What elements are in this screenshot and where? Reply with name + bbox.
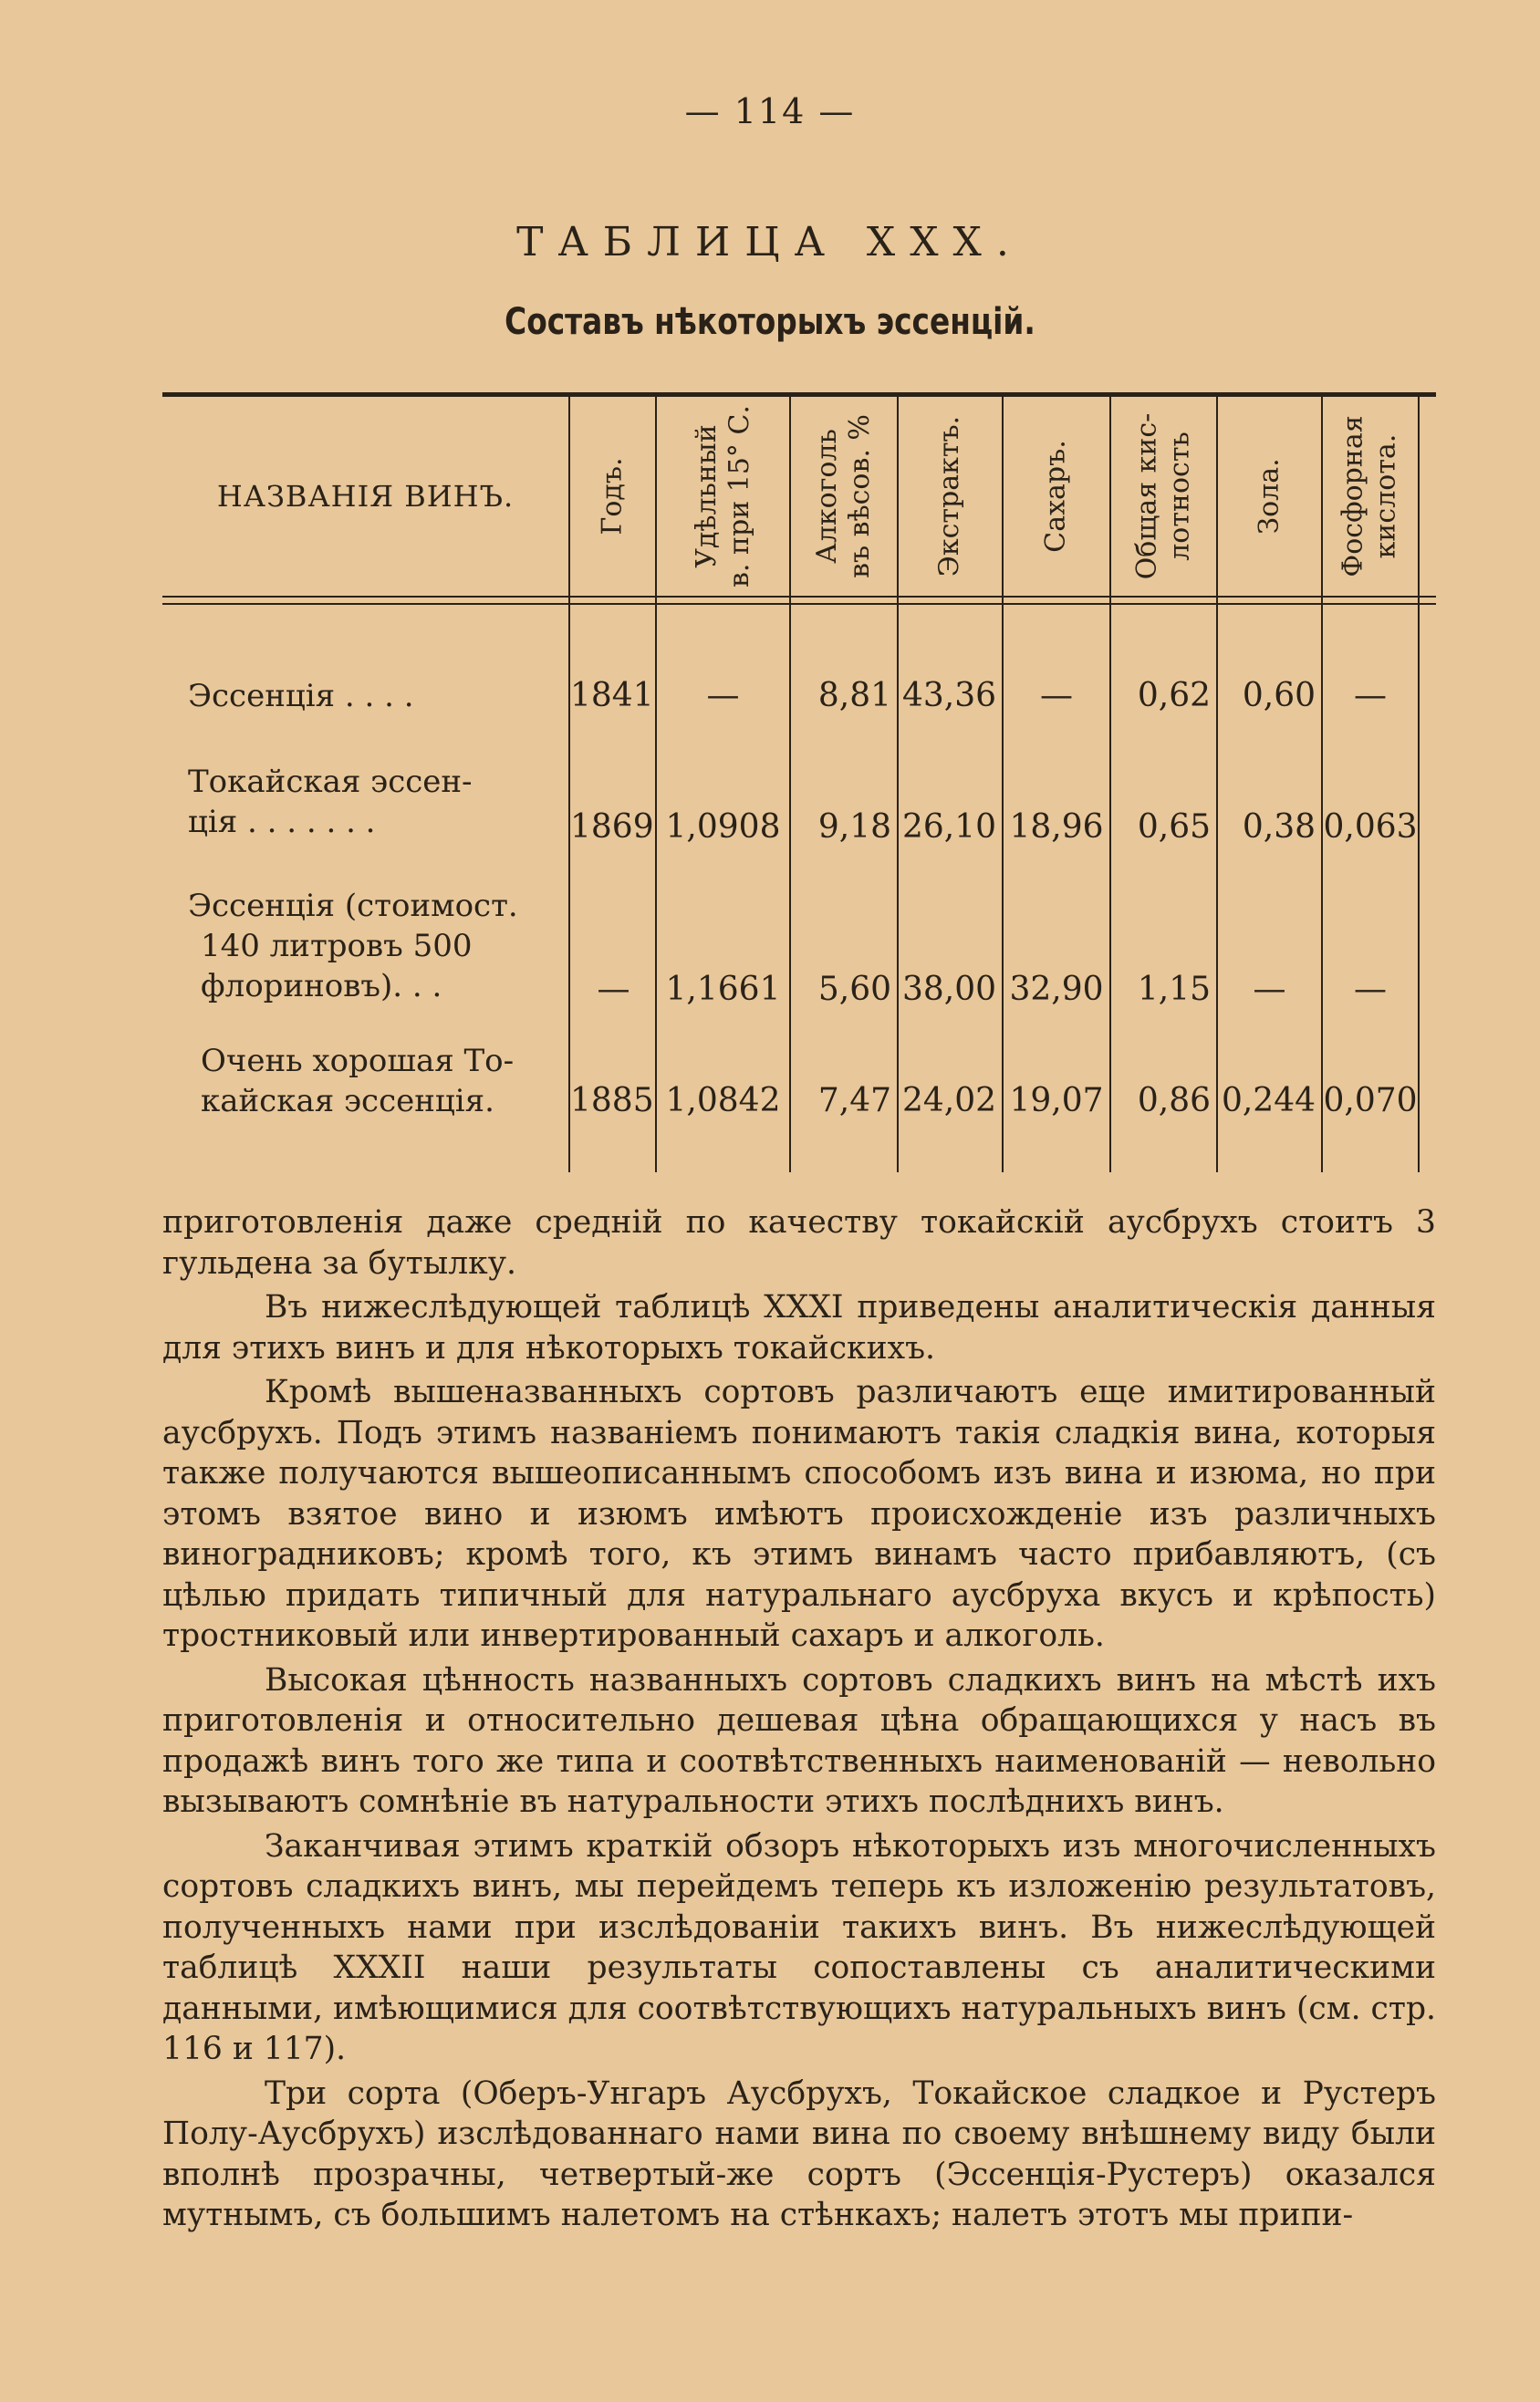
cell-alcohol: 9,18	[817, 808, 891, 846]
cell-ash: 0,244	[1221, 1082, 1316, 1119]
cell-acidity: 1,15	[1137, 971, 1211, 1008]
cell-gravity: 1,0842	[665, 1082, 781, 1119]
cell-acidity: 0,65	[1137, 808, 1211, 846]
cell-extract: 43,36	[901, 677, 996, 714]
cell-year: 1885	[570, 1082, 654, 1119]
paragraph: Кромѣ вышеназванныхъ сортовъ различаютъ еще имитированный аусбрухъ. Подъ этимъ названіемъ понимаютъ такія сладкія вина, которыя также получаются вышеописаннымъ способомъ изъ вина и изюма, но при этомъ взятое вино и изюмъ имѣютъ происхожденіе изъ различныхъ виноградниковъ; кромѣ того, къ этимъ винамъ часто прибавляютъ, (съ цѣлью придать типичный для натуральнаго аусбруха вкусъ и крѣпость) тростниковый или инвертированный сахаръ и алкоголь.	[162, 1374, 1436, 1654]
cell-sugar: —	[1040, 677, 1073, 714]
table-title: ТАБЛИЦА XXX.	[516, 219, 1024, 265]
paragraph: приготовленія даже средній по качеству токайскій аусбрухъ стоитъ 3 гульдена за бутылку.	[162, 1204, 1436, 1282]
cell-extract: 26,10	[901, 808, 996, 846]
header-specific-gravity: Удѣльный в. при 15° С.	[690, 405, 755, 588]
cell-phosphoric: 0,070	[1323, 1082, 1418, 1119]
paragraph: Три сорта (Оберъ-Унгаръ Аусбрухъ, Токайское сладкое и Рустеръ Полу-Аусбрухъ) изслѣдованнаго нами вина по своему внѣшнему виду были вполнѣ прозрачны, четвертый-же сортъ (Эссенція-Рустеръ) оказался мутнымъ, съ большимъ налетомъ на стѣнкахъ; налетъ этотъ мы припи-	[162, 2074, 1436, 2233]
cell-phosphoric: 0,063	[1323, 808, 1418, 846]
cell-alcohol: 5,60	[817, 971, 891, 1008]
header-total-acidity: Общая кис- лотность	[1130, 412, 1196, 580]
paragraph: Въ нижеслѣдующей таблицѣ XXXI приведены аналитическія данныя для этихъ винъ и для нѣкоторыхъ токайскихъ.	[162, 1289, 1436, 1367]
cell-alcohol: 7,47	[817, 1082, 891, 1119]
wine-composition-table	[162, 392, 1436, 1172]
header-year: Годъ.	[596, 457, 629, 536]
cell-sugar: 19,07	[1009, 1082, 1104, 1119]
cell-gravity: —	[706, 677, 740, 714]
cell-extract: 24,02	[901, 1082, 996, 1119]
cell-ash: 0,60	[1242, 677, 1316, 714]
header-wine-names: НАЗВАНІЯ ВИНЪ.	[216, 479, 515, 514]
cell-acidity: 0,62	[1137, 677, 1211, 714]
cell-sugar: 32,90	[1009, 971, 1104, 1008]
paragraph: Заканчивая этимъ краткій обзоръ нѣкоторыхъ изъ многочисленныхъ сортовъ сладкихъ винъ, мы перейдемъ теперь къ изложенію результатовъ, полученныхъ нами при изслѣдованіи такихъ винъ. Въ нижеслѣдующей таблицѣ XXXII наши результаты сопоставлены съ аналитическими данными, имѣющимися для соотвѣтствующихъ натуральныхъ винъ (см. стр. 116 и 117).	[162, 1827, 1436, 2067]
cell-ash: 0,38	[1242, 808, 1316, 846]
wine-name: Эссенція . . . .	[188, 678, 414, 714]
cell-extract: 38,00	[901, 971, 996, 1008]
cell-phosphoric: —	[1354, 677, 1387, 714]
paragraph: Высокая цѣнность названныхъ сортовъ сладкихъ винъ на мѣстѣ ихъ приготовленія и относительно дешевая цѣна обращающихся у насъ въ продажѣ винъ того же типа и соотвѣтственныхъ наименованій — невольно вызываютъ сомнѣніе въ натуральности этихъ послѣднихъ винъ.	[162, 1661, 1436, 1820]
wine-name: Токайская эссен- ція . . . . . . .	[188, 764, 473, 840]
cell-year: —	[597, 971, 630, 1008]
cell-ash: —	[1253, 971, 1286, 1008]
header-phosphoric-acid: Фосфорная кислота.	[1337, 415, 1403, 577]
header-alcohol: Алкоголь въ вѣсов. %	[811, 414, 877, 578]
cell-sugar: 18,96	[1009, 808, 1104, 846]
cell-gravity: 1,1661	[665, 971, 781, 1008]
table-subtitle: Составъ нѣкоторыхъ эссенцій.	[505, 301, 1035, 343]
header-ash: Зола.	[1253, 458, 1285, 535]
cell-acidity: 0,86	[1137, 1082, 1211, 1119]
wine-name: Эссенція (стоимост. 140 литровъ 500 флориновъ). . .	[188, 888, 518, 1004]
header-sugar: Сахаръ.	[1040, 440, 1073, 553]
cell-year: 1841	[570, 677, 654, 714]
cell-phosphoric: —	[1354, 971, 1387, 1008]
cell-gravity: 1,0908	[665, 808, 781, 846]
page-number: — 114 —	[684, 91, 856, 131]
body-text	[162, 1202, 1436, 2240]
header-extract: Экстрактъ.	[933, 415, 966, 577]
cell-alcohol: 8,81	[817, 677, 891, 714]
cell-year: 1869	[570, 808, 654, 846]
wine-name: Очень хорошая То- кайская эссенція.	[201, 1043, 515, 1119]
